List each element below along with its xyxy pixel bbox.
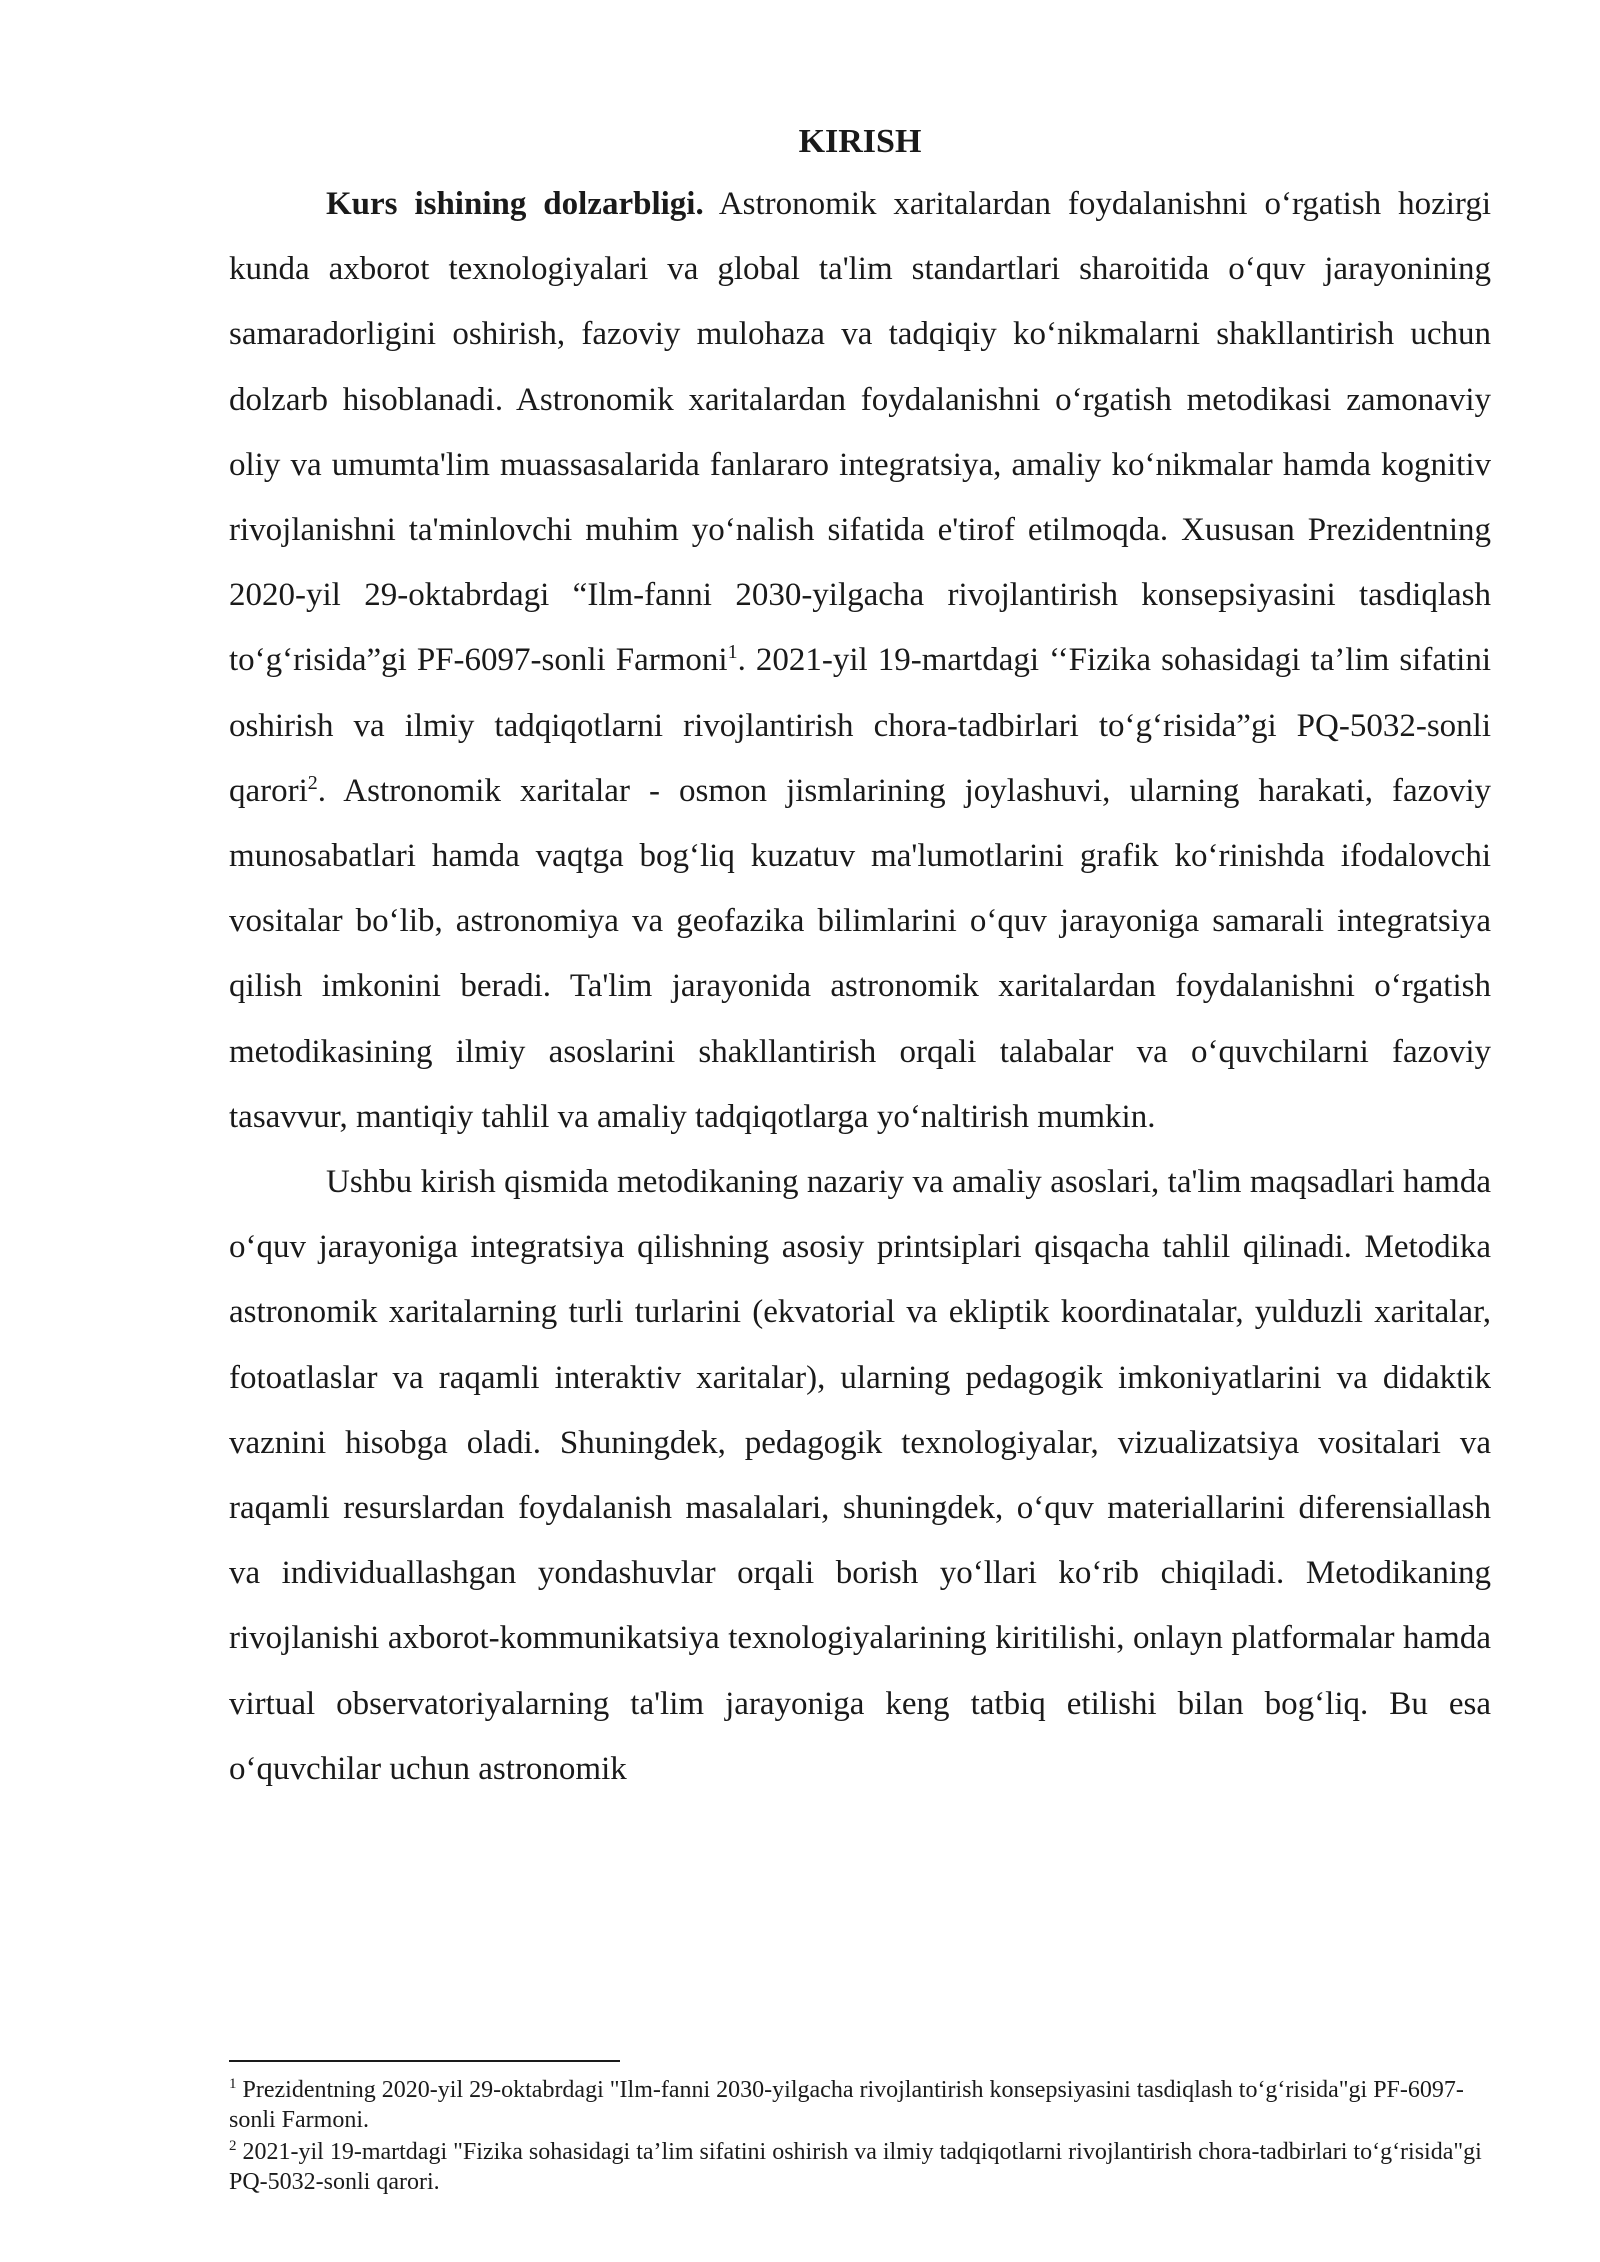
footnote-mark: 1 — [229, 2076, 237, 2092]
paragraph-lead-heading: Kurs ishining dolzarbligi. — [326, 186, 704, 222]
paragraph-text: . 2021-yil 19-martdagi ‘‘Fizika sohasidagi ta’lim sifatini oshirish va ilmiy tadqiqotlarni rivojlantirish chora-tadbirlari to‘g‘risida”gi PQ-5032-sonli qarori — [229, 642, 1491, 809]
footnote-mark: 2 — [229, 2138, 237, 2154]
footnote-ref-1[interactable]: 1 — [727, 641, 738, 664]
footnote-text: Prezidentning 2020-yil 29-oktabrdagi "Ilm-fanni 2030-yilgacha rivojlantirish konsepsiyasini tasdiqlash to‘g‘risida"gi PF-6097-sonli Farmoni. — [229, 2077, 1464, 2133]
paragraph-text: Astronomik xaritalardan foydalanishni o‘rgatish hozirgi kunda axborot texnologiyalari va global ta'lim standartlari sharoitida o‘quv jarayonining samaradorligini oshirish, fazoviy mulohaza va tadqiqiy ko‘nikmalarni shakllantirish uchun dolzarb hisoblanadi. Astronomik xaritalardan foydalanishni o‘rgatish metodikasi zamonaviy oliy va umumta'lim muassasalarida fanlararo integratsiya, amaliy ko‘nikmalar hamda kognitiv rivojlanishni ta'minlovchi muhim yo‘nalish sifatida e'tirof etilmoqda. Xususan Prezidentning 2020-yil 29-oktabrdagi “Ilm-fanni 2030-yilgacha rivojlantirish konsepsiyasini tasdiqlash to‘g‘risida”gi PF-6097-sonli Farmoni — [229, 186, 1491, 679]
footnote-1 — [229, 2075, 1491, 2135]
footnote-2 — [229, 2137, 1491, 2197]
footnotes — [229, 2075, 1491, 2199]
paragraph-relevance — [229, 172, 1491, 1150]
paragraph-introduction-scope: Ushbu kirish qismida metodikaning nazariy va amaliy asoslari, ta'lim maqsadlari hamda o‘quv jarayoniga integratsiya qilishning asosiy printsiplari qisqacha tahlil qilinadi. Metodika astronomik xaritalarning turli turlarini (ekvatorial va ekliptik koordinatalar, yulduzli xaritalar, fotoatlaslar va raqamli interaktiv xaritalar), ularning pedagogik imkoniyatlarini va didaktik vaznini hisobga oladi. Shuningdek, pedagogik texnologiyalar, vizualizatsiya vositalari va raqamli resurslardan foydalanish masalalari, shuningdek, o‘quv materiallarini diferensiallash va individuallashgan yondashuvlar orqali borish yo‘llari ko‘rib chiqiladi. Metodikaning rivojlanishi axborot-kommunikatsiya texnologiyalarining kiritilishi, onlayn platformalar hamda virtual observatoriyalarning ta'lim jarayoniga keng tatbiq etilishi bilan bog‘liq. Bu esa o‘quvchilar uchun astronomik — [229, 1164, 1491, 1787]
footnote-ref-2[interactable]: 2 — [307, 771, 318, 794]
page-title: KIRISH — [798, 123, 922, 160]
page-body — [229, 122, 1491, 1802]
footnote-separator — [229, 2060, 620, 2062]
footnote-text: 2021-yil 19-martdagi "Fizika sohasidagi ta’lim sifatini oshirish va ilmiy tadqiqotlarni rivojlantirish chora-tadbirlari to‘g‘risida"gi PQ-5032-sonli qarori. — [229, 2139, 1482, 2195]
paragraph-text: . Astronomik xaritalar - osmon jismlarining joylashuvi, ularning harakati, fazoviy munosabatlari hamda vaqtga bog‘liq kuzatuv ma'lumotlarini grafik ko‘rinishda ifodalovchi vositalar bo‘lib, astronomiya va geofazika bilimlarini o‘quv jarayoniga samarali integratsiya qilish imkonini beradi. Ta'lim jarayonida astronomik xaritalardan foydalanishni o‘rgatish metodikasining ilmiy asoslarini shakllantirish orqali talabalar va o‘quvchilarni fazoviy tasavvur, mantiqiy tahlil va amaliy tadqiqotlarga yo‘naltirish mumkin. — [229, 772, 1491, 1135]
